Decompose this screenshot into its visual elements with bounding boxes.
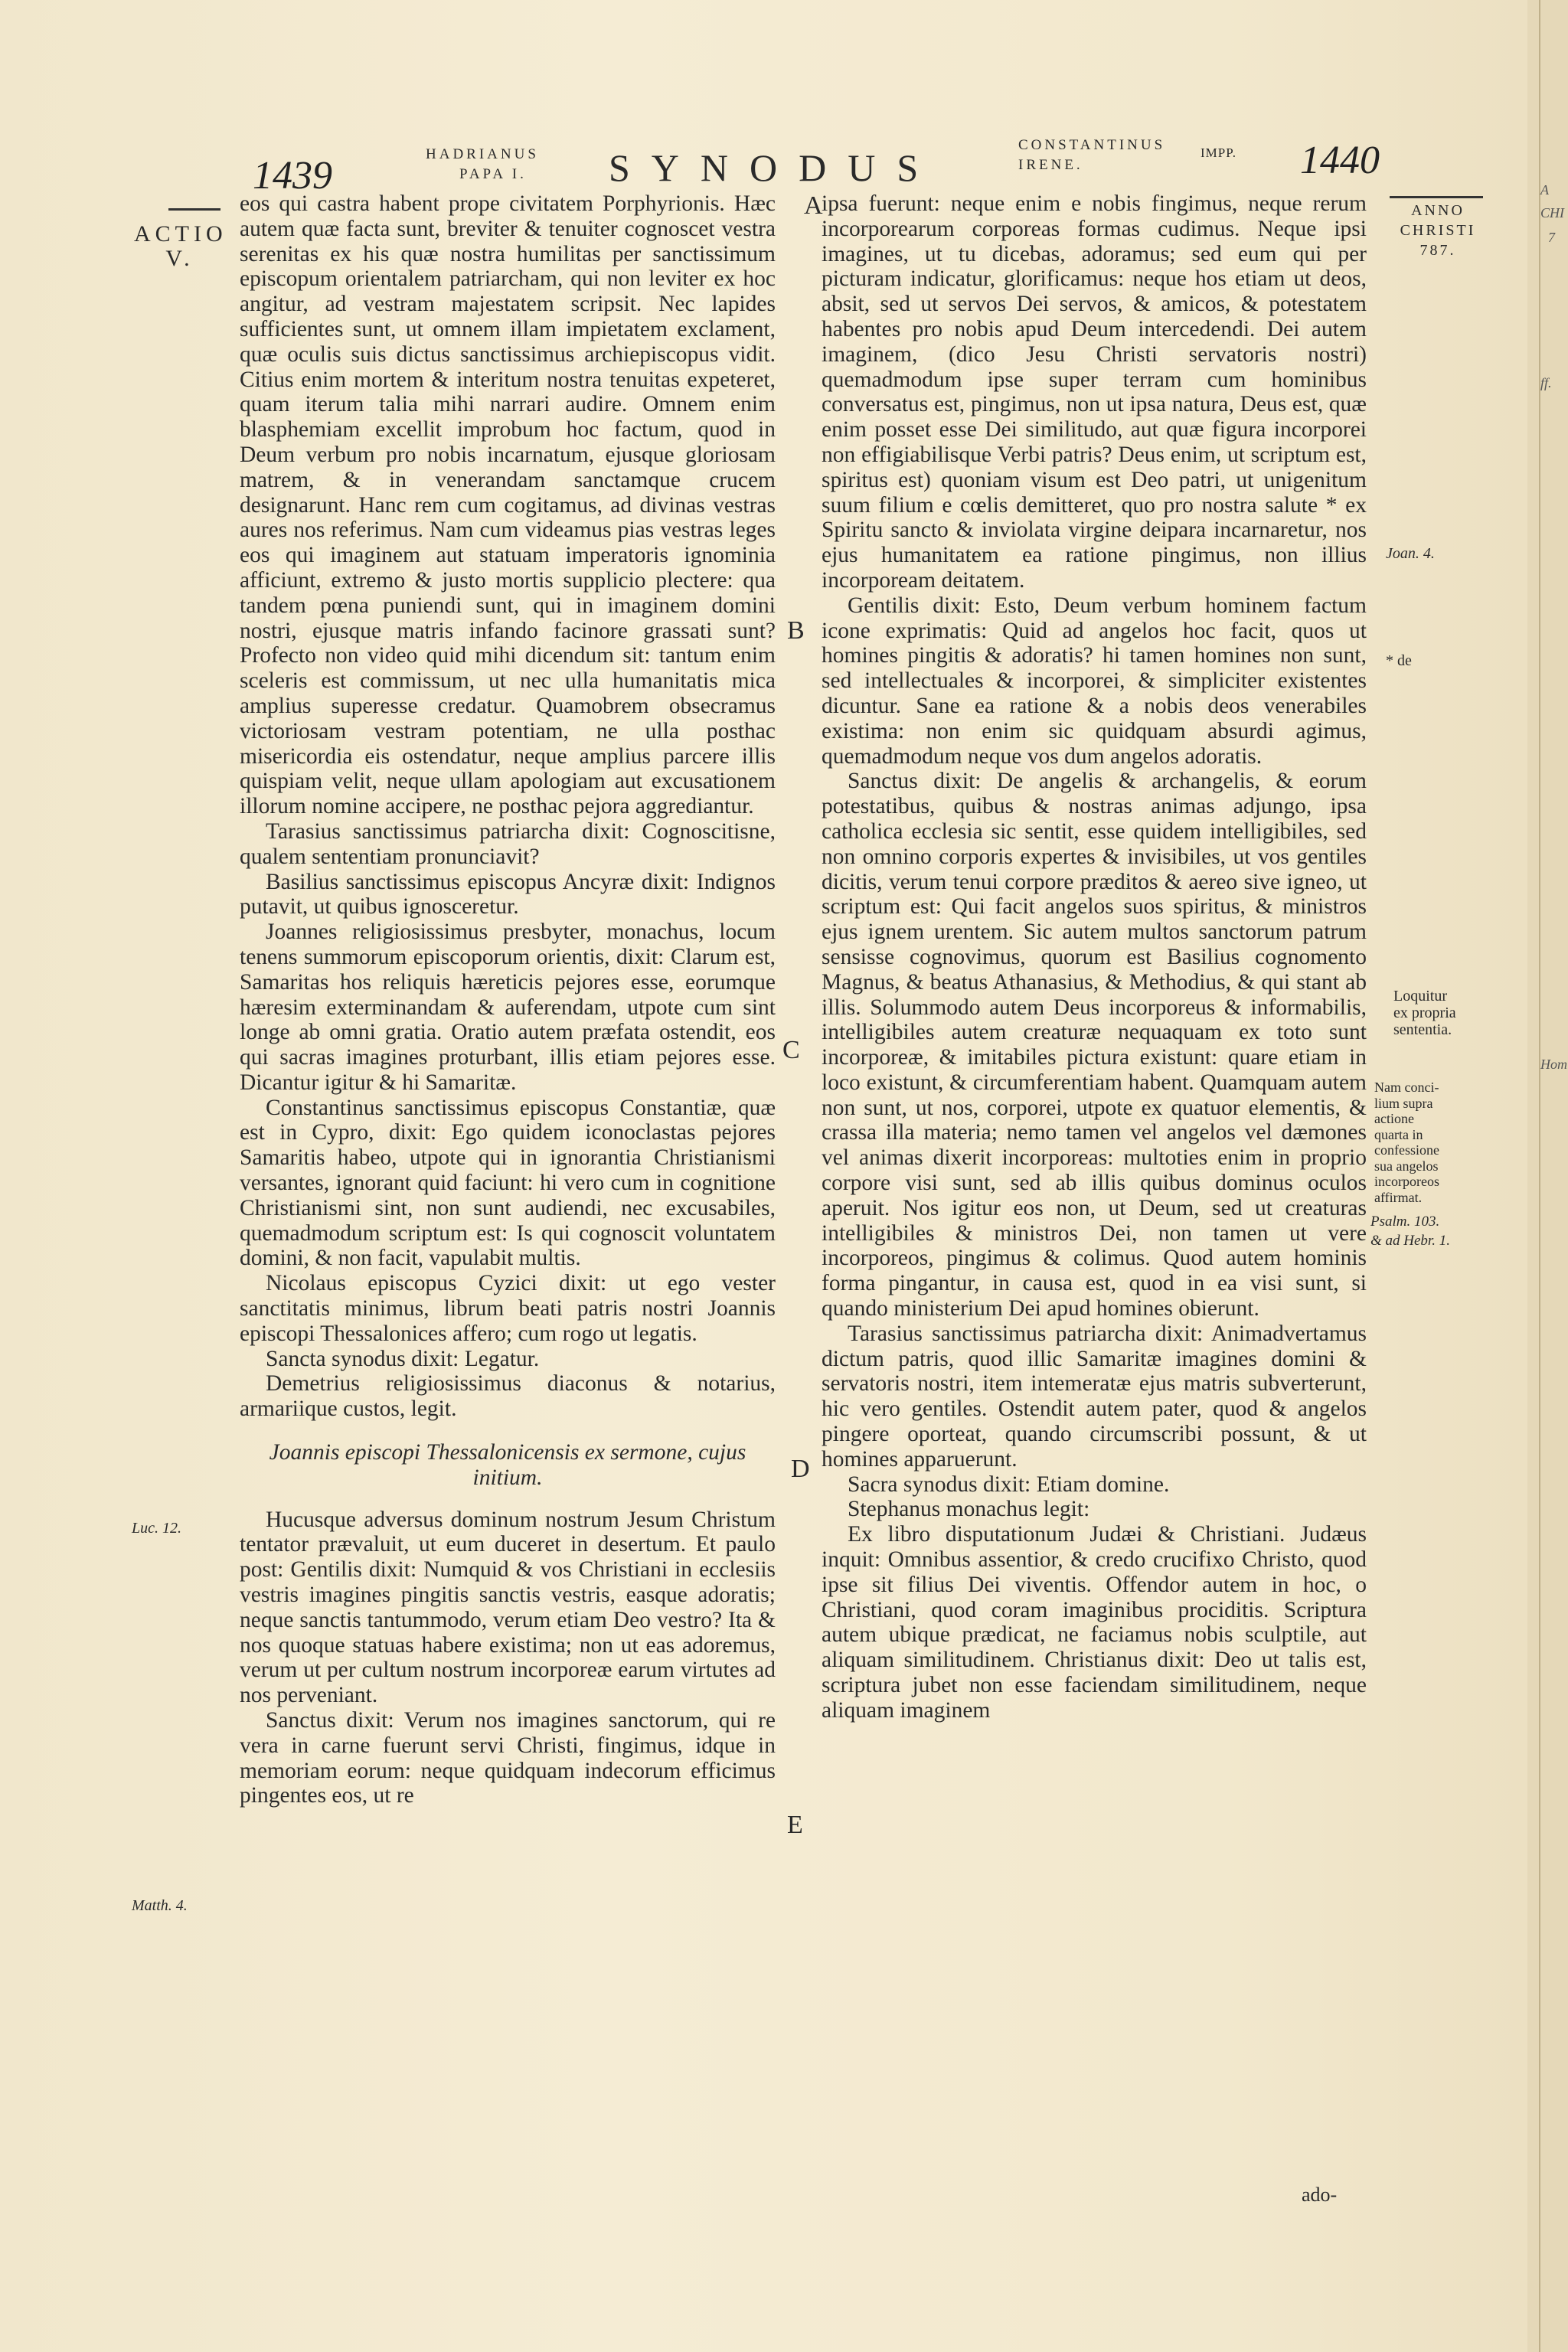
margin-ref-john: Joan. 4. xyxy=(1386,545,1435,562)
running-head-emperor: CONSTANTINUS xyxy=(1018,137,1166,153)
paragraph: Sancta synodus dixit: Legatur. xyxy=(266,1346,540,1371)
note-line: sententia. xyxy=(1393,1021,1452,1038)
margin-ref-matthew: Matth. 4. xyxy=(132,1897,188,1914)
margin-ref-luke: Luc. 12. xyxy=(132,1520,181,1537)
paragraph: Demetrius religiosissimus diaconus & notarius, armariique custos, legit. xyxy=(240,1371,776,1422)
edge-fragment: ff. xyxy=(1540,375,1552,390)
note-line: confessione xyxy=(1374,1142,1439,1158)
actio-label xyxy=(134,222,226,271)
margin-ref-psalm: Psalm. 103. xyxy=(1370,1214,1440,1230)
edge-fragment: 7 xyxy=(1548,230,1555,245)
running-head-pope: HADRIANUS xyxy=(426,146,539,162)
note-line: Nam conci- xyxy=(1374,1080,1439,1095)
left-column xyxy=(240,191,776,1808)
note-line: quarta in xyxy=(1374,1126,1423,1142)
actio-rule xyxy=(168,208,220,211)
page-title: SYNODUS xyxy=(609,146,940,189)
paragraph: Hucusque adversus dominum nostrum Jesum Christum tentator prævaluit, ut eum duceret in desertum. Et paulo post: Gentilis dixit: Numquid & vos Christiani in ecclesiis vestris imagines pingitis sanctis vestris, easque adoratis; neque sanctis tantummodo, verum etiam Deo vestro? Ita & nos quoque statuas habere existima; non ut eas adoremus, verum ut per cultum nostrum incorporeæ earum virtutes ad nos perveniant. xyxy=(240,1507,776,1708)
page-number-left: 1439 xyxy=(253,154,332,198)
note-line: affirmat. xyxy=(1374,1189,1423,1205)
catchword: ado- xyxy=(1302,2184,1338,2206)
running-head-imperatores: IMPP. xyxy=(1200,145,1237,160)
margin-note-concilium xyxy=(1374,1080,1439,1205)
section-letter-e: E xyxy=(787,1811,803,1839)
running-head-empress: IRENE. xyxy=(1018,157,1083,173)
right-column xyxy=(822,191,1367,1723)
edge-fragment: CHI xyxy=(1540,205,1564,220)
anno-christi-box xyxy=(1395,201,1481,260)
section-letter-a: A xyxy=(804,191,823,220)
paragraph: Nicolaus episcopus Cyzici dixit: ut ego vester sanctitatis minimus, librum beati patris nostri Joannis episcopi Thessalonices affero; cum rogo ut legatis. xyxy=(240,1271,776,1346)
running-head-pope-title: PAPA I. xyxy=(459,166,527,182)
paragraph: Sanctus dixit: Verum nos imagines sanctorum, qui re vera in carne fuerunt servi Christi, fingimus, idque in memoriam eorum: neque quidquam indecorum efficimus pingentes eos, ut re xyxy=(240,1708,776,1808)
edge-fragment: Hom xyxy=(1540,1057,1567,1072)
actio-number: V. xyxy=(165,246,194,271)
section-letter-b: B xyxy=(787,616,805,645)
paragraph: Gentilis dixit: Esto, Deum verbum hominem factum icone exprimatis: Quid ad angelos hoc facit, quos ut homines pingitis & adoratis? hi tamen homines non sunt, sed intellectuales & incorporei, & simpliciter existentes dicuntur. Sane ea ratione & a nobis deos venerabiles existima: non enim sic quidquam absurdi agimus, quemadmodum neque vos dum angelos adoratis. xyxy=(822,593,1367,769)
paragraph: Basilius sanctissimus episcopus Ancyræ dixit: Indignos putavit, ut quibus ignosceretur. xyxy=(240,869,776,920)
note-line: ex propria xyxy=(1393,1004,1456,1021)
christi-word: CHRISTI xyxy=(1400,222,1476,239)
paragraph: Tarasius sanctissimus patriarcha dixit: Animadvertamus dictum patris, quod illic Samaritæ imagines domini & servatoris nostri, item intemeratæ ejus matris subverterunt, hic vero gentiles. Ostendit autem pater, quod & angelos pingere oporteat, quando circumscribi possunt, & ut homines apparuerunt. xyxy=(822,1321,1367,1472)
section-letter-d: D xyxy=(791,1455,810,1483)
margin-ref-hebrews: & ad Hebr. 1. xyxy=(1370,1233,1450,1249)
note-line: incorporeos xyxy=(1374,1174,1439,1189)
paragraph: Ex libro disputationum Judæi & Christiani. Judæus inquit: Omnibus assentior, & credo crucifixo Christo, quod ipse sit filius Dei viventis. Offendor autem in hoc, o Christiani, quod coram imaginibus prociditis. Scriptura autem ubique prædicat, ne faciamus nobis sculptile, aut aliquam similitudinem. Christianus dixit: Deo ut talis est, scriptura jubet non esse faciendam similitudinem, neque aliquam imaginem xyxy=(822,1522,1367,1723)
edge-fragment: A xyxy=(1540,182,1549,198)
binding-line xyxy=(1539,0,1540,2352)
note-line: lium supra xyxy=(1374,1095,1433,1111)
margin-note-loquitur xyxy=(1393,988,1456,1038)
next-page-edge xyxy=(1527,0,1568,2352)
paragraph: Sacra synodus dixit: Etiam domine. xyxy=(848,1472,1170,1497)
note-line: actione xyxy=(1374,1111,1414,1126)
margin-note-marker: * de xyxy=(1386,652,1412,669)
paragraph: Tarasius sanctissimus patriarcha dixit: Cognoscitisne, qualem sententiam pronunciavit? xyxy=(240,818,776,869)
paragraph: Constantinus sanctissimus episcopus Constantiæ, quæ est in Cypro, dixit: Ego quidem iconoclastas pejores Samaritis habeo, utpote qui in ignorantia Christianismi versantes, ignorant quid faciunt: hi vero cum in cognitione Christianismi sint, non sunt audiendi, nec excusabiles, quemadmodum scriptum est: Is qui cognoscit voluntatem domini, & non facit, vapulabit multis. xyxy=(240,1095,776,1271)
note-line: sua angelos xyxy=(1374,1158,1439,1174)
paragraph: eos qui castra habent prope civitatem Porphyrionis. Hæc autem quæ facta sunt, breviter & tenuiter cognoscet vestra serenitas ex his quæ nostra humilitas per sanctissimum episcopum orientalem patriarcham, qui non leviter ex hoc angitur, ad vestram majestatem scripsit. Nec lapides sufficientes sunt, ut omnem illam impietatem exclament, quæ oculis suis dictus sanctissimus archiepiscopus vidit. Citius enim mortem & interitum nostra tenuitas expeteret, quam iterum talia mihi narrari audire. Omnem enim blasphemiam excellit improbum hoc factum, quod in Deum verbum pro nobis incarnatum, ejusque gloriosam matrem, & in venerandam sanctamque crucem designarunt. Hanc rem cum cogitamus, ad divinas vestras aures nos referimus. Nam cum videamus pias vestras leges eos qui imaginem aut statuam imperatoris ignominia afficiunt, extremo & justo mortis supplicio plectere: qua tandem pœna puniendi sunt, qui in imaginem domini nostri, ejusque matris infando facinore grassati sunt? Profecto non video quid mihi dicendum sit: tantum enim sceleris est commissum, ut nec ulla humanitatis mica amplius superesse credatur. Quamobrem obsecramus victoriosam vestram potentiam, ne ulla posthac misericordia eis ostendatur, neque amplius parcere illis quispiam velit, neque ullam apologiam aut excusationem illorum nomine accipere, ne posthac pejora aggrediantur. xyxy=(240,191,776,819)
anno-rule xyxy=(1390,196,1483,198)
section-letter-c: C xyxy=(782,1036,800,1064)
paragraph: Stephanus monachus legit: xyxy=(848,1497,1090,1522)
anno-word: ANNO xyxy=(1411,202,1465,219)
anno-year: 787. xyxy=(1419,242,1456,259)
page-number-right: 1440 xyxy=(1300,139,1380,182)
paragraph: ipsa fuerunt: neque enim e nobis fingimus, neque rerum incorporearum corporeas formas cudimus. Neque ipsi imagines, ut tu dicebas, adoramus; sed eum qui per picturam indicatur, glorificamus: neque hos etiam ut deos, absit, sed ut servos Dei servos, & amicos, & potestatem habentes pro nobis apud Deum intercedendi. Dei autem imaginem, (dico Jesu Christi servatoris nostri) quemadmodum ipse super terram cum hominibus conversatus est, pingimus, non ut ipsa natura, Deus est, quæ enim posset esse Dei similitudo, aut quæ figura incorporei non effigiabilisque Verbi patris? Deus enim, ut scriptum est, spiritus est) quoniam visum est Deo patri, ut unigenitum suum filium e cœlis demitteret, quo pro nostra salute * ex Spiritu sancto & inviolata virgine deipara incarnaretur, nos ejus humanitatem ea ratione pingimus, non illius incorpoream deitatem. xyxy=(822,191,1367,593)
actio-word: ACTIO xyxy=(134,221,227,247)
note-line: Loquitur xyxy=(1393,988,1447,1004)
paragraph: Joannes religiosissimus presbyter, monachus, locum tenens summorum episcoporum orientis, dixit: Clarum est, Samaritas hos reliquis hæreticis pejores esse, eorumque hæresim exterminandam & auferendam, utpote cum sint longe ab omni gratia. Oratio autem præfata ostendit, eos qui sacras imagines proturbant, illis etiam pejores esse. Dicantur igitur & hi Samaritæ. xyxy=(240,920,776,1095)
section-heading: Joannis episcopi Thessalonicensis ex sermone, cujus initium. xyxy=(269,1440,746,1490)
paragraph: Sanctus dixit: De angelis & archangelis, & eorum potestatibus, quibus & nostras animas adjungo, ipsa catholica ecclesia sic sentit, esse quidem intelligibiles, sed non omnino corporis expertes & invisibiles, ut vos gentiles dicitis, verum tenui corpore præditos & aereo sive igneo, ut scriptum est: Qui facit angelos suos spiritus, & ministros ejus ignem urentem. Sic autem multos sanctorum patrum sensisse cognovimus, quorum est Basilius cognomento Magnus, & beatus Athanasius, & Methodius, & qui stant ab illis. Solummodo autem Deus incorporeus & informabilis, intelligibiles autem creaturæ nequaquam ex toto sunt incorporeæ, & imitabiles pictura existunt: quare etiam in loco existunt, & circumferentiam habent. Quamquam autem non sunt, ut nos, corporei, utpote ex quatuor elementis, & crassa illa materia; nemo tamen vel angelos vel dæmones vel animas dixerit incorporeas: multoties enim in proprio corpore visi sunt, sed ab illis quibus dominus oculos aperuit. Nos igitur eos non, ut Deum, sed ut creaturas intelligibiles & ministros Dei, non tamen ut vere incorporeos, pingimus & colimus. Quod autem hominis forma pingantur, in causa est, quod in ea visi sunt, si quando ministerium Dei apud homines obierunt. xyxy=(822,769,1367,1321)
